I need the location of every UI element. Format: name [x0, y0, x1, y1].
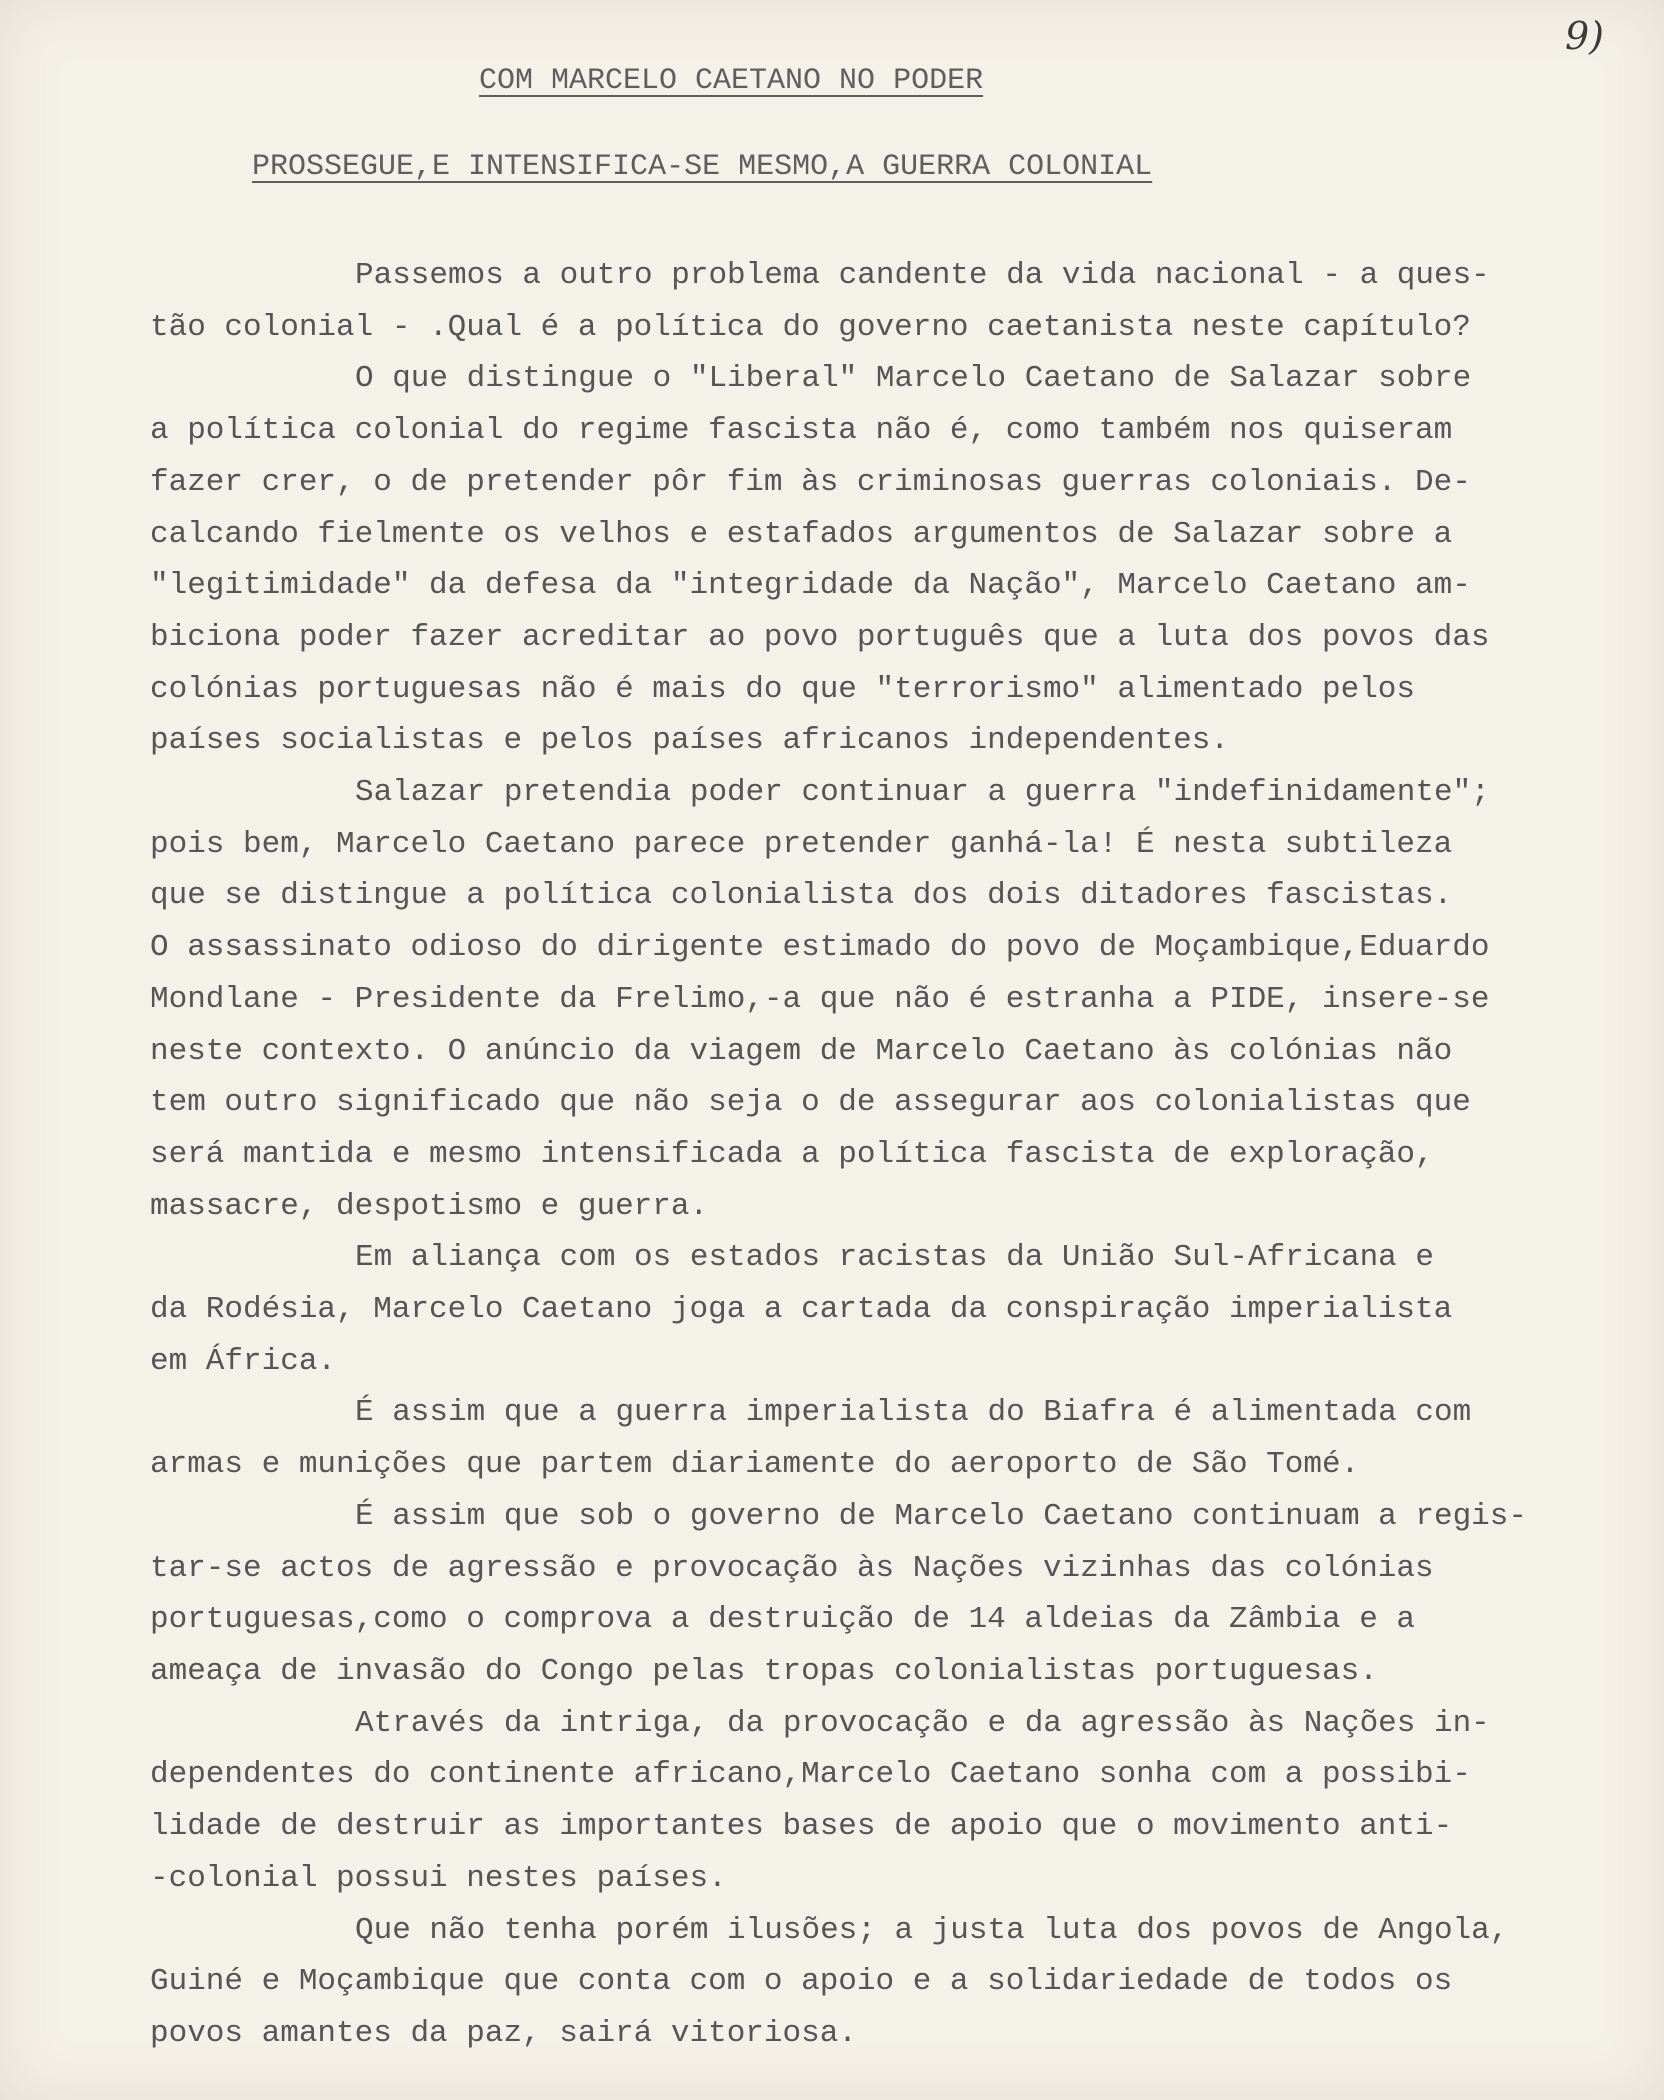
text-line: dependentes do continente africano,Marcelo Caetano sonha com a possibi- — [150, 1757, 1471, 1793]
text-line: "legitimidade" da defesa da "integridade da Nação", Marcelo Caetano am- — [150, 568, 1471, 604]
paragraph — [150, 1387, 1630, 1490]
text-line: que se distingue a política colonialista dos dois ditadores fascistas. — [150, 878, 1453, 914]
text-line: calcando fielmente os velhos e estafados argumentos de Salazar sobre a — [150, 516, 1453, 552]
text-line: fazer crer, o de pretender pôr fim às criminosas guerras coloniais. De- — [150, 464, 1471, 500]
text-line: -colonial possui nestes países. — [150, 1860, 727, 1896]
document-body — [150, 250, 1630, 2060]
text-line: tão colonial - .Qual é a política do governo caetanista neste capítulo? — [150, 309, 1471, 345]
text-line: Passemos a outro problema candente da vida nacional - a ques- — [355, 258, 1490, 293]
page-number: 9) — [1564, 14, 1604, 58]
text-line: O que distingue o "Liberal" Marcelo Caetano de Salazar sobre — [355, 361, 1472, 397]
text-line: massacre, despotismo e guerra. — [150, 1188, 709, 1224]
paragraph — [150, 1698, 1630, 1905]
text-line: portuguesas,como o comprova a destruição de 14 aldeias da Zâmbia e a — [150, 1602, 1416, 1638]
text-line: Que não tenha porém ilusões; a justa luta dos povos de Angola, — [355, 1912, 1509, 1948]
text-line: países socialistas e pelos países africanos independentes. — [150, 723, 1229, 759]
paragraph — [150, 250, 1630, 353]
paragraph — [150, 1491, 1630, 1698]
text-line: será mantida e mesmo intensificada a política fascista de exploração, — [150, 1136, 1434, 1172]
text-line: em África. — [150, 1343, 337, 1379]
paragraph — [150, 1905, 1630, 2060]
text-line: Em aliança com os estados racistas da União Sul-Africana e — [355, 1240, 1434, 1276]
text-line: O assassinato odioso do dirigente estimado do povo de Moçambique,Eduardo — [150, 930, 1490, 966]
paragraph — [150, 353, 1630, 767]
text-line: povos amantes da paz, sairá vitoriosa. — [150, 2015, 857, 2051]
text-line: tem outro significado que não seja o de assegurar aos colonialistas que — [150, 1085, 1471, 1121]
text-line: É assim que sob o governo de Marcelo Caetano continuam a regis- — [355, 1498, 1527, 1534]
text-line: armas e munições que partem diariamente do aeroporto de São Tomé. — [150, 1447, 1360, 1483]
text-line: colónias portuguesas não é mais do que "terrorismo" alimentado pelos — [150, 671, 1416, 707]
document-title: COM MARCELO CAETANO NO PODER — [479, 64, 984, 98]
text-line: biciona poder fazer acreditar ao povo português que a luta dos povos das — [150, 619, 1490, 655]
text-line: lidade de destruir as importantes bases de apoio que o movimento anti- — [150, 1809, 1453, 1845]
text-line: É assim que a guerra imperialista do Biafra é alimentada com — [355, 1395, 1472, 1431]
paragraph — [150, 1232, 1630, 1387]
document-subtitle: PROSSEGUE,E INTENSIFICA-SE MESMO,A GUERRA COLONIAL — [252, 150, 1153, 184]
text-line: Guiné e Moçambique que conta com o apoio e a solidariedade de todos os — [150, 1964, 1453, 2000]
text-line: pois bem, Marcelo Caetano parece pretender ganhá-la! É nesta subtileza — [150, 826, 1453, 862]
text-line: Salazar pretendia poder continuar a guerra "indefinidamente"; — [355, 775, 1490, 811]
text-line: neste contexto. O anúncio da viagem de Marcelo Caetano às colónias não — [150, 1033, 1453, 1069]
text-line: da Rodésia, Marcelo Caetano joga a cartada da conspiração imperialista — [150, 1292, 1453, 1328]
text-line: tar-se actos de agressão e provocação às Nações vizinhas das colónias — [150, 1550, 1434, 1586]
text-line: a política colonial do regime fascista não é, como também nos quiseram — [150, 413, 1453, 449]
text-line: ameaça de invasão do Congo pelas tropas colonialistas portuguesas. — [150, 1653, 1378, 1689]
text-line: Mondlane - Presidente da Frelimo,-a que não é estranha a PIDE, insere-se — [150, 981, 1490, 1017]
text-line: Através da intriga, da provocação e da agressão às Nações in- — [355, 1705, 1490, 1741]
paragraph — [150, 767, 1630, 1232]
